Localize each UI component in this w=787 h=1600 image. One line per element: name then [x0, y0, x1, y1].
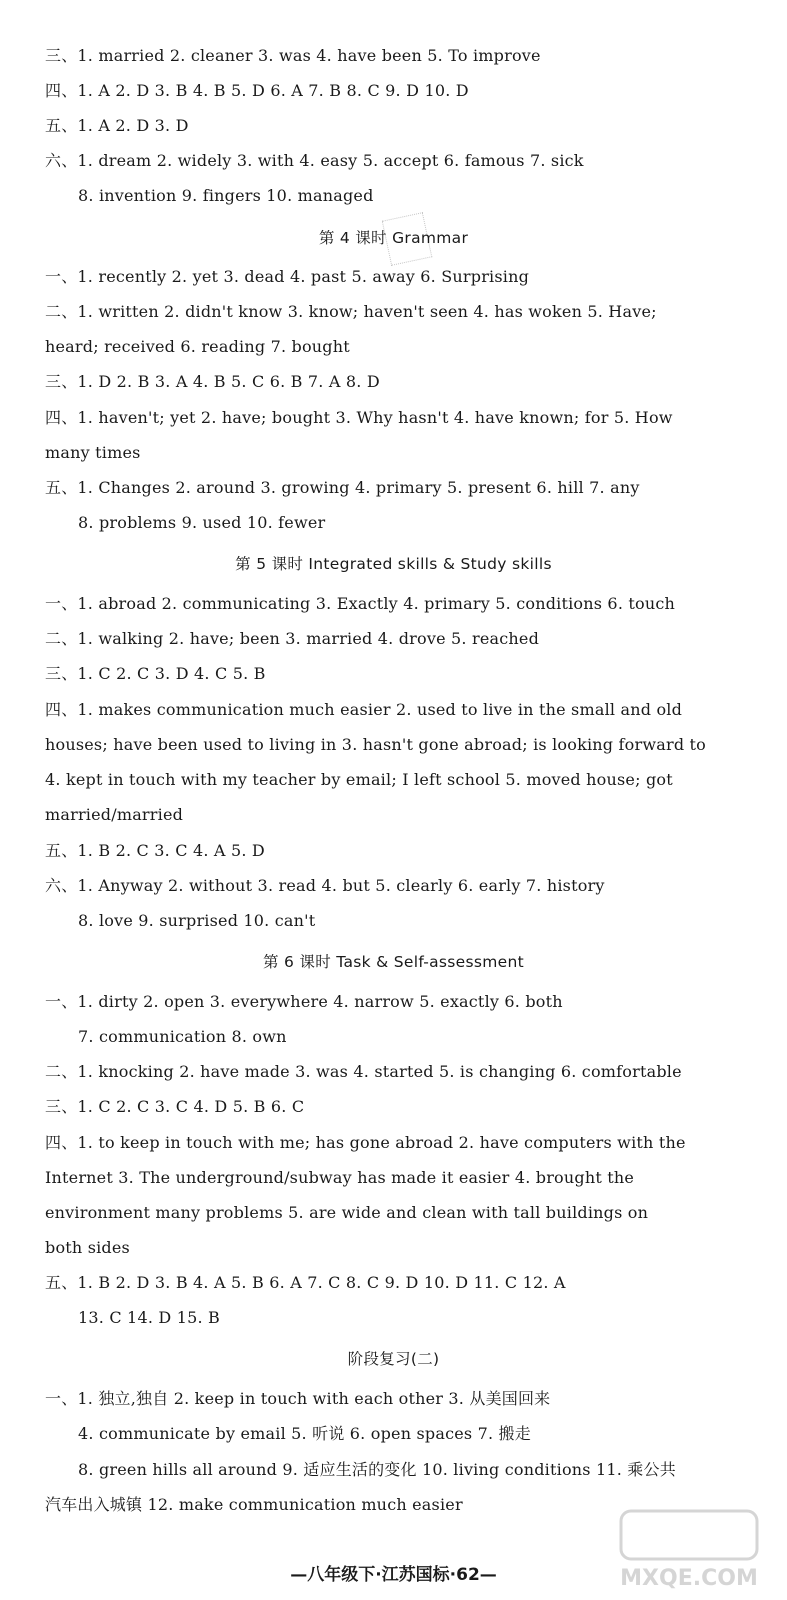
section-heading: 阶段复习(二)	[347, 1350, 440, 1368]
answer-line: 二、1. knocking 2. have made 3. was 4. started 5. is changing 6. comfortable	[45, 1062, 682, 1081]
answer-line: 汽车出入城镇 12. make communication much easier	[45, 1495, 463, 1514]
answer-line: 8. invention 9. fingers 10. managed	[78, 186, 374, 205]
answer-line: 四、1. A 2. D 3. B 4. B 5. D 6. A 7. B 8. C 9. D 10. D	[45, 81, 469, 100]
answer-line: 五、1. A 2. D 3. D	[45, 116, 189, 135]
answer-line: heard; received 6. reading 7. bought	[45, 337, 350, 356]
answer-line: 五、1. Changes 2. around 3. growing 4. primary 5. present 6. hill 7. any	[45, 478, 640, 497]
answer-line: 8. problems 9. used 10. fewer	[78, 513, 326, 532]
answer-line: 三、1. C 2. C 3. D 4. C 5. B	[45, 664, 266, 683]
answer-line: Internet 3. The underground/subway has made it easier 4. brought the	[45, 1168, 635, 1187]
answer-line: 13. C 14. D 15. B	[78, 1308, 220, 1327]
answer-line: married/married	[45, 805, 184, 824]
answer-line: 一、1. abroad 2. communicating 3. Exactly 4. primary 5. conditions 6. touch	[45, 594, 676, 613]
answer-line: 四、1. makes communication much easier 2. used to live in the small and old	[45, 700, 683, 719]
answer-line: many times	[45, 443, 141, 462]
answer-line: 五、1. B 2. C 3. C 4. A 5. D	[45, 841, 265, 860]
answer-line: both sides	[45, 1238, 130, 1257]
answer-line: 六、1. Anyway 2. without 3. read 4. but 5. clearly 6. early 7. history	[45, 876, 605, 895]
section-heading: 第 5 课时 Integrated skills & Study skills	[235, 555, 552, 573]
section-heading: 第 4 课时 Grammar	[318, 229, 469, 247]
answer-line: 8. love 9. surprised 10. can't	[78, 911, 316, 930]
watermark-text: MXQE.COM	[620, 1566, 758, 1591]
answer-line: 8. green hills all around 9. 适应生活的变化 10. living conditions 11. 乘公共	[78, 1460, 676, 1479]
answer-line: 三、1. married 2. cleaner 3. was 4. have been 5. To improve	[45, 46, 541, 65]
answer-line: 一、1. recently 2. yet 3. dead 4. past 5. away 6. Surprising	[45, 267, 530, 286]
answer-line: 二、1. written 2. didn't know 3. know; haven't seen 4. has woken 5. Have;	[45, 302, 657, 321]
answer-line: 4. kept in touch with my teacher by email; I left school 5. moved house; got	[45, 770, 673, 789]
answer-line: 7. communication 8. own	[78, 1027, 287, 1046]
answer-line: houses; have been used to living in 3. hasn't gone abroad; is looking forward to	[45, 735, 707, 754]
page-footer: —八年级下·江苏国标·62—	[290, 1565, 497, 1585]
answer-line: 4. communicate by email 5. 听说 6. open spaces 7. 搬走	[78, 1424, 531, 1443]
answer-line: 二、1. walking 2. have; been 3. married 4. drove 5. reached	[45, 629, 540, 648]
answer-line: environment many problems 5. are wide and clean with tall buildings on	[45, 1203, 649, 1222]
answer-line: 三、1. D 2. B 3. A 4. B 5. C 6. B 7. A 8. D	[45, 372, 380, 391]
answer-line: 一、1. 独立,独自 2. keep in touch with each other 3. 从美国回来	[45, 1389, 551, 1408]
answer-line: 六、1. dream 2. widely 3. with 4. easy 5. accept 6. famous 7. sick	[45, 151, 584, 170]
answer-line: 四、1. to keep in touch with me; has gone abroad 2. have computers with the	[45, 1133, 686, 1152]
section-heading: 第 6 课时 Task & Self-assessment	[263, 953, 524, 971]
answer-line: 三、1. C 2. C 3. C 4. D 5. B 6. C	[45, 1097, 305, 1116]
answer-line: 一、1. dirty 2. open 3. everywhere 4. narrow 5. exactly 6. both	[45, 992, 563, 1011]
answer-line: 四、1. haven't; yet 2. have; bought 3. Why hasn't 4. have known; for 5. How	[45, 408, 673, 427]
answer-line: 五、1. B 2. D 3. B 4. A 5. B 6. A 7. C 8. C 9. D 10. D 11. C 12. A	[45, 1273, 566, 1292]
